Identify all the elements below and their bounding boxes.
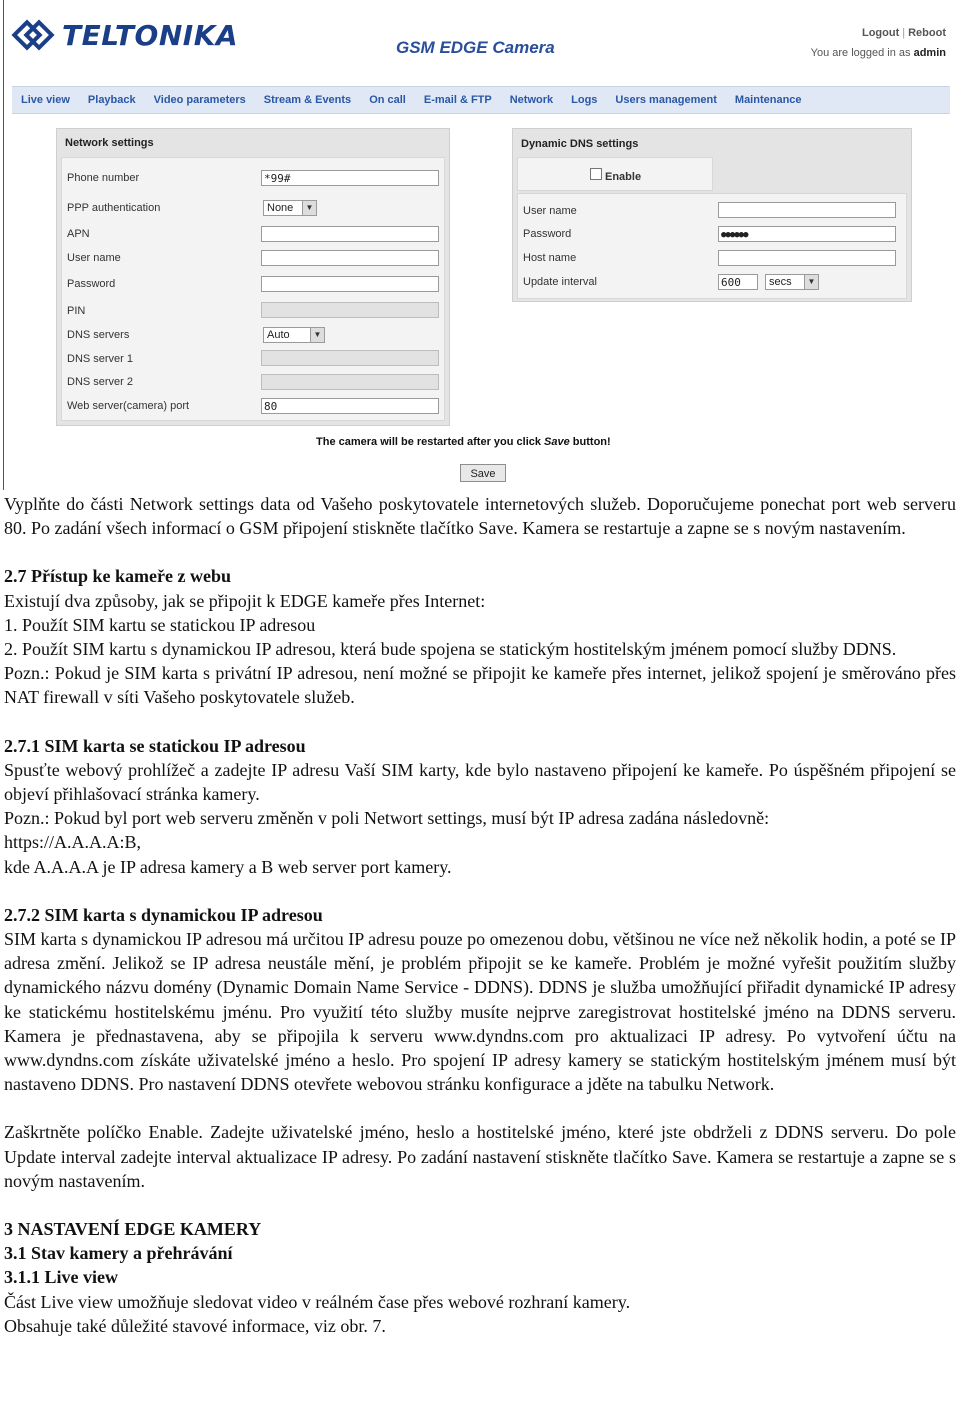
paragraph-status-info: Obsahuje také důležité stavové informace, viz obr. 7.	[4, 1315, 386, 1336]
ddns-update-unit-select[interactable]	[765, 274, 819, 290]
password-label: Password	[67, 278, 116, 290]
dns-server-1-field[interactable]	[261, 350, 439, 366]
spacer	[4, 540, 956, 564]
heading-3-1-1: 3.1.1 Live view	[4, 1267, 118, 1288]
camera-ui-screenshot	[3, 0, 958, 490]
spacer	[4, 879, 956, 903]
dns-server-2-field[interactable]	[261, 374, 439, 390]
heading-3: 3 NASTAVENÍ EDGE KAMERY	[4, 1219, 262, 1240]
paragraph-ways-intro: Existují dva způsoby, jak se připojit k EDGE kameře přes Internet:	[4, 590, 486, 611]
chevron-down-icon: ▼	[310, 328, 324, 342]
ddns-update-interval-field[interactable]: 600	[718, 274, 758, 290]
password-field[interactable]	[261, 276, 439, 292]
chevron-down-icon: ▼	[302, 201, 316, 215]
ddns-password-field[interactable]: ●●●●●●	[718, 226, 896, 242]
dns-server-2-label: DNS server 2	[67, 376, 134, 388]
dns-server-1-label: DNS server 1	[67, 353, 134, 365]
spacer	[4, 710, 956, 734]
nav-network[interactable]: Network	[509, 94, 554, 106]
network-settings-title: Network settings	[65, 137, 154, 149]
heading-2-7-2: 2.7.2 SIM karta s dynamickou IP adresou	[4, 904, 323, 925]
login-status-user: admin	[913, 47, 946, 59]
main-nav	[12, 86, 950, 114]
heading-2-7-1: 2.7.1 SIM karta se statickou IP adresou	[4, 735, 306, 756]
url-format: https://A.A.A.A:B,	[4, 832, 142, 853]
logout-link[interactable]: Logout	[861, 27, 900, 39]
ddns-enable-checkbox[interactable]	[590, 168, 602, 180]
ddns-user-name-label: User name	[523, 205, 577, 217]
user-name-label: User name	[67, 252, 121, 264]
paragraph-live-view: Část Live view umožňuje sledovat video v reálném čase přes webové rozhraní kamery.	[4, 1291, 631, 1312]
dns-servers-value: Auto	[267, 329, 290, 341]
login-status	[811, 47, 946, 59]
phone-number-field[interactable]: *99#	[261, 170, 439, 186]
login-status-prefix: You are logged in as	[810, 47, 911, 59]
apn-label: APN	[67, 228, 90, 240]
pin-label: PIN	[67, 305, 86, 317]
teltonika-diamond-icon	[14, 14, 60, 56]
ddns-update-unit-value: secs	[769, 276, 792, 288]
heading-3-1: 3.1 Stav kamery a přehrávání	[4, 1243, 233, 1264]
ddns-settings-title: Dynamic DNS settings	[521, 138, 639, 150]
user-name-field[interactable]	[261, 250, 439, 266]
dns-servers-select[interactable]	[263, 327, 325, 343]
ddns-enable-label: Enable	[605, 171, 642, 183]
ddns-host-name-label: Host name	[523, 252, 577, 264]
ddns-settings-panel	[512, 128, 912, 302]
link-separator: |	[902, 27, 906, 39]
paragraph-static-ip: Spusťte webový prohlížeč a zadejte IP adresu Vaší SIM karty, kde bylo nastaveno připojení ke kameře. Po úspěšném připojení se objeví přihlašovací stránka kamery.	[4, 759, 956, 805]
nav-live-view[interactable]: Live view	[21, 94, 70, 106]
restart-note-save: Save	[544, 436, 570, 448]
spacer	[4, 1096, 956, 1120]
paragraph-network-intro: Vyplňte do části Network settings data od Vašeho poskytovatele internetových služeb. Doporučujeme ponechat port web serveru 80. Po zadání všech informací o GSM připojení stiskněte tlačítko Save. Kamera se restartuje a zapne se s novým nastavením.	[4, 494, 956, 539]
paragraph-dynamic-ip: SIM karta s dynamickou IP adresou má určitou IP adresu pouze po omezenou dobu, většinou ne více než několik hodin, a poté se IP adresa změní. Jelikož se IP adresa neustále mění, je problém připojit se ke kameře. Problém je možné vyřešit použitím služby dynamického názvu domény (Dynamic Domain Name Service - DDNS). DDNS je služba umožňující přiřadit dynamické IP adresy ke statickému hostitelskému jménu. Pro využití této služby musíte nejprve zaregistrovat hostitelské jméno na DDNS serveru. Kamera je přednastavena, aby se připojila k serveru www.dyndns.com pro aktualizaci IP adresy. Po vytvoření účtu na www.dyndns.com získáte uživatelské jméno a heslo. Pro spojení IP adresy kamery se statickým hostitelským jménem musí být nastaveno DDNS. Pro nastavení DDNS otevřete webovou stránku konfigurace a jděte na tabulku Network.	[4, 929, 956, 1095]
heading-2-7: 2.7 Přístup ke kameře z webu	[4, 566, 231, 587]
restart-note-post: button!	[569, 436, 611, 448]
ddns-user-name-field[interactable]	[718, 202, 896, 218]
chevron-down-icon: ▼	[804, 275, 818, 289]
restart-note	[316, 436, 611, 448]
web-port-field[interactable]: 80	[261, 398, 439, 414]
web-port-label: Web server(camera) port	[67, 400, 190, 412]
nav-email-ftp[interactable]: E-mail & FTP	[423, 94, 492, 106]
save-button[interactable]: Save	[460, 464, 506, 482]
note-private-ip: Pozn.: Pokud je SIM karta s privátní IP adresou, není možné se připojit ke kameře přes internet, jelikož spojení je směrováno přes NAT firewall v síti Vašeho poskytovatele služeb.	[4, 663, 956, 708]
restart-note-pre: The camera will be restarted after you click	[316, 436, 545, 448]
pin-field[interactable]	[261, 302, 439, 318]
ddns-host-name-field[interactable]	[718, 250, 896, 266]
teltonika-logo	[14, 14, 238, 56]
nav-video-parameters[interactable]: Video parameters	[153, 94, 246, 106]
url-format-explanation: kde A.A.A.A je IP adresa kamery a B web server port kamery.	[4, 856, 452, 877]
paragraph-ddns-steps: Zaškrtněte políčko Enable. Zadejte uživatelské jméno, heslo a hostitelské jméno, které jste obdrželi z DDNS serveru. Do pole Update interval zadejte interval aktualizace IP adresy. Po zadání nastavení stiskněte tlačítko Save. Kamera se restartuje a zapne se s novým nastavením.	[4, 1122, 956, 1191]
ppp-auth-value: None	[267, 202, 294, 214]
nav-on-call[interactable]: On call	[369, 94, 406, 106]
document-body	[4, 492, 956, 1338]
ppp-auth-label: PPP authentication	[67, 202, 161, 214]
nav-maintenance[interactable]: Maintenance	[734, 94, 802, 106]
spacer	[4, 1193, 956, 1217]
network-settings-panel	[56, 128, 450, 426]
ddns-update-interval-label: Update interval	[523, 276, 597, 288]
product-title: GSM EDGE Camera	[396, 38, 555, 57]
note-port-change: Pozn.: Pokud byl port web serveru změněn v poli Networt settings, musí být IP adresa zadána následovně:	[4, 808, 770, 829]
nav-playback[interactable]: Playback	[87, 94, 136, 106]
header-links	[811, 27, 946, 59]
brand-name: TELTONIKA	[62, 18, 239, 52]
nav-stream-events[interactable]: Stream & Events	[263, 94, 352, 106]
nav-logs[interactable]: Logs	[571, 94, 598, 106]
ppp-auth-select[interactable]	[263, 200, 317, 216]
apn-field[interactable]	[261, 226, 439, 242]
list-item-dynamic-ip: 2. Použít SIM kartu s dynamickou IP adresou, která bude spojena se statickým hostitelským jménem pomocí služby DDNS.	[4, 639, 897, 660]
dns-servers-label: DNS servers	[67, 329, 130, 341]
nav-users-management[interactable]: Users management	[615, 94, 717, 106]
list-item-static-ip: 1. Použít SIM kartu se statickou IP adresou	[4, 614, 316, 635]
phone-number-label: Phone number	[67, 172, 140, 184]
ddns-password-label: Password	[523, 228, 572, 240]
reboot-link[interactable]: Reboot	[908, 27, 946, 39]
